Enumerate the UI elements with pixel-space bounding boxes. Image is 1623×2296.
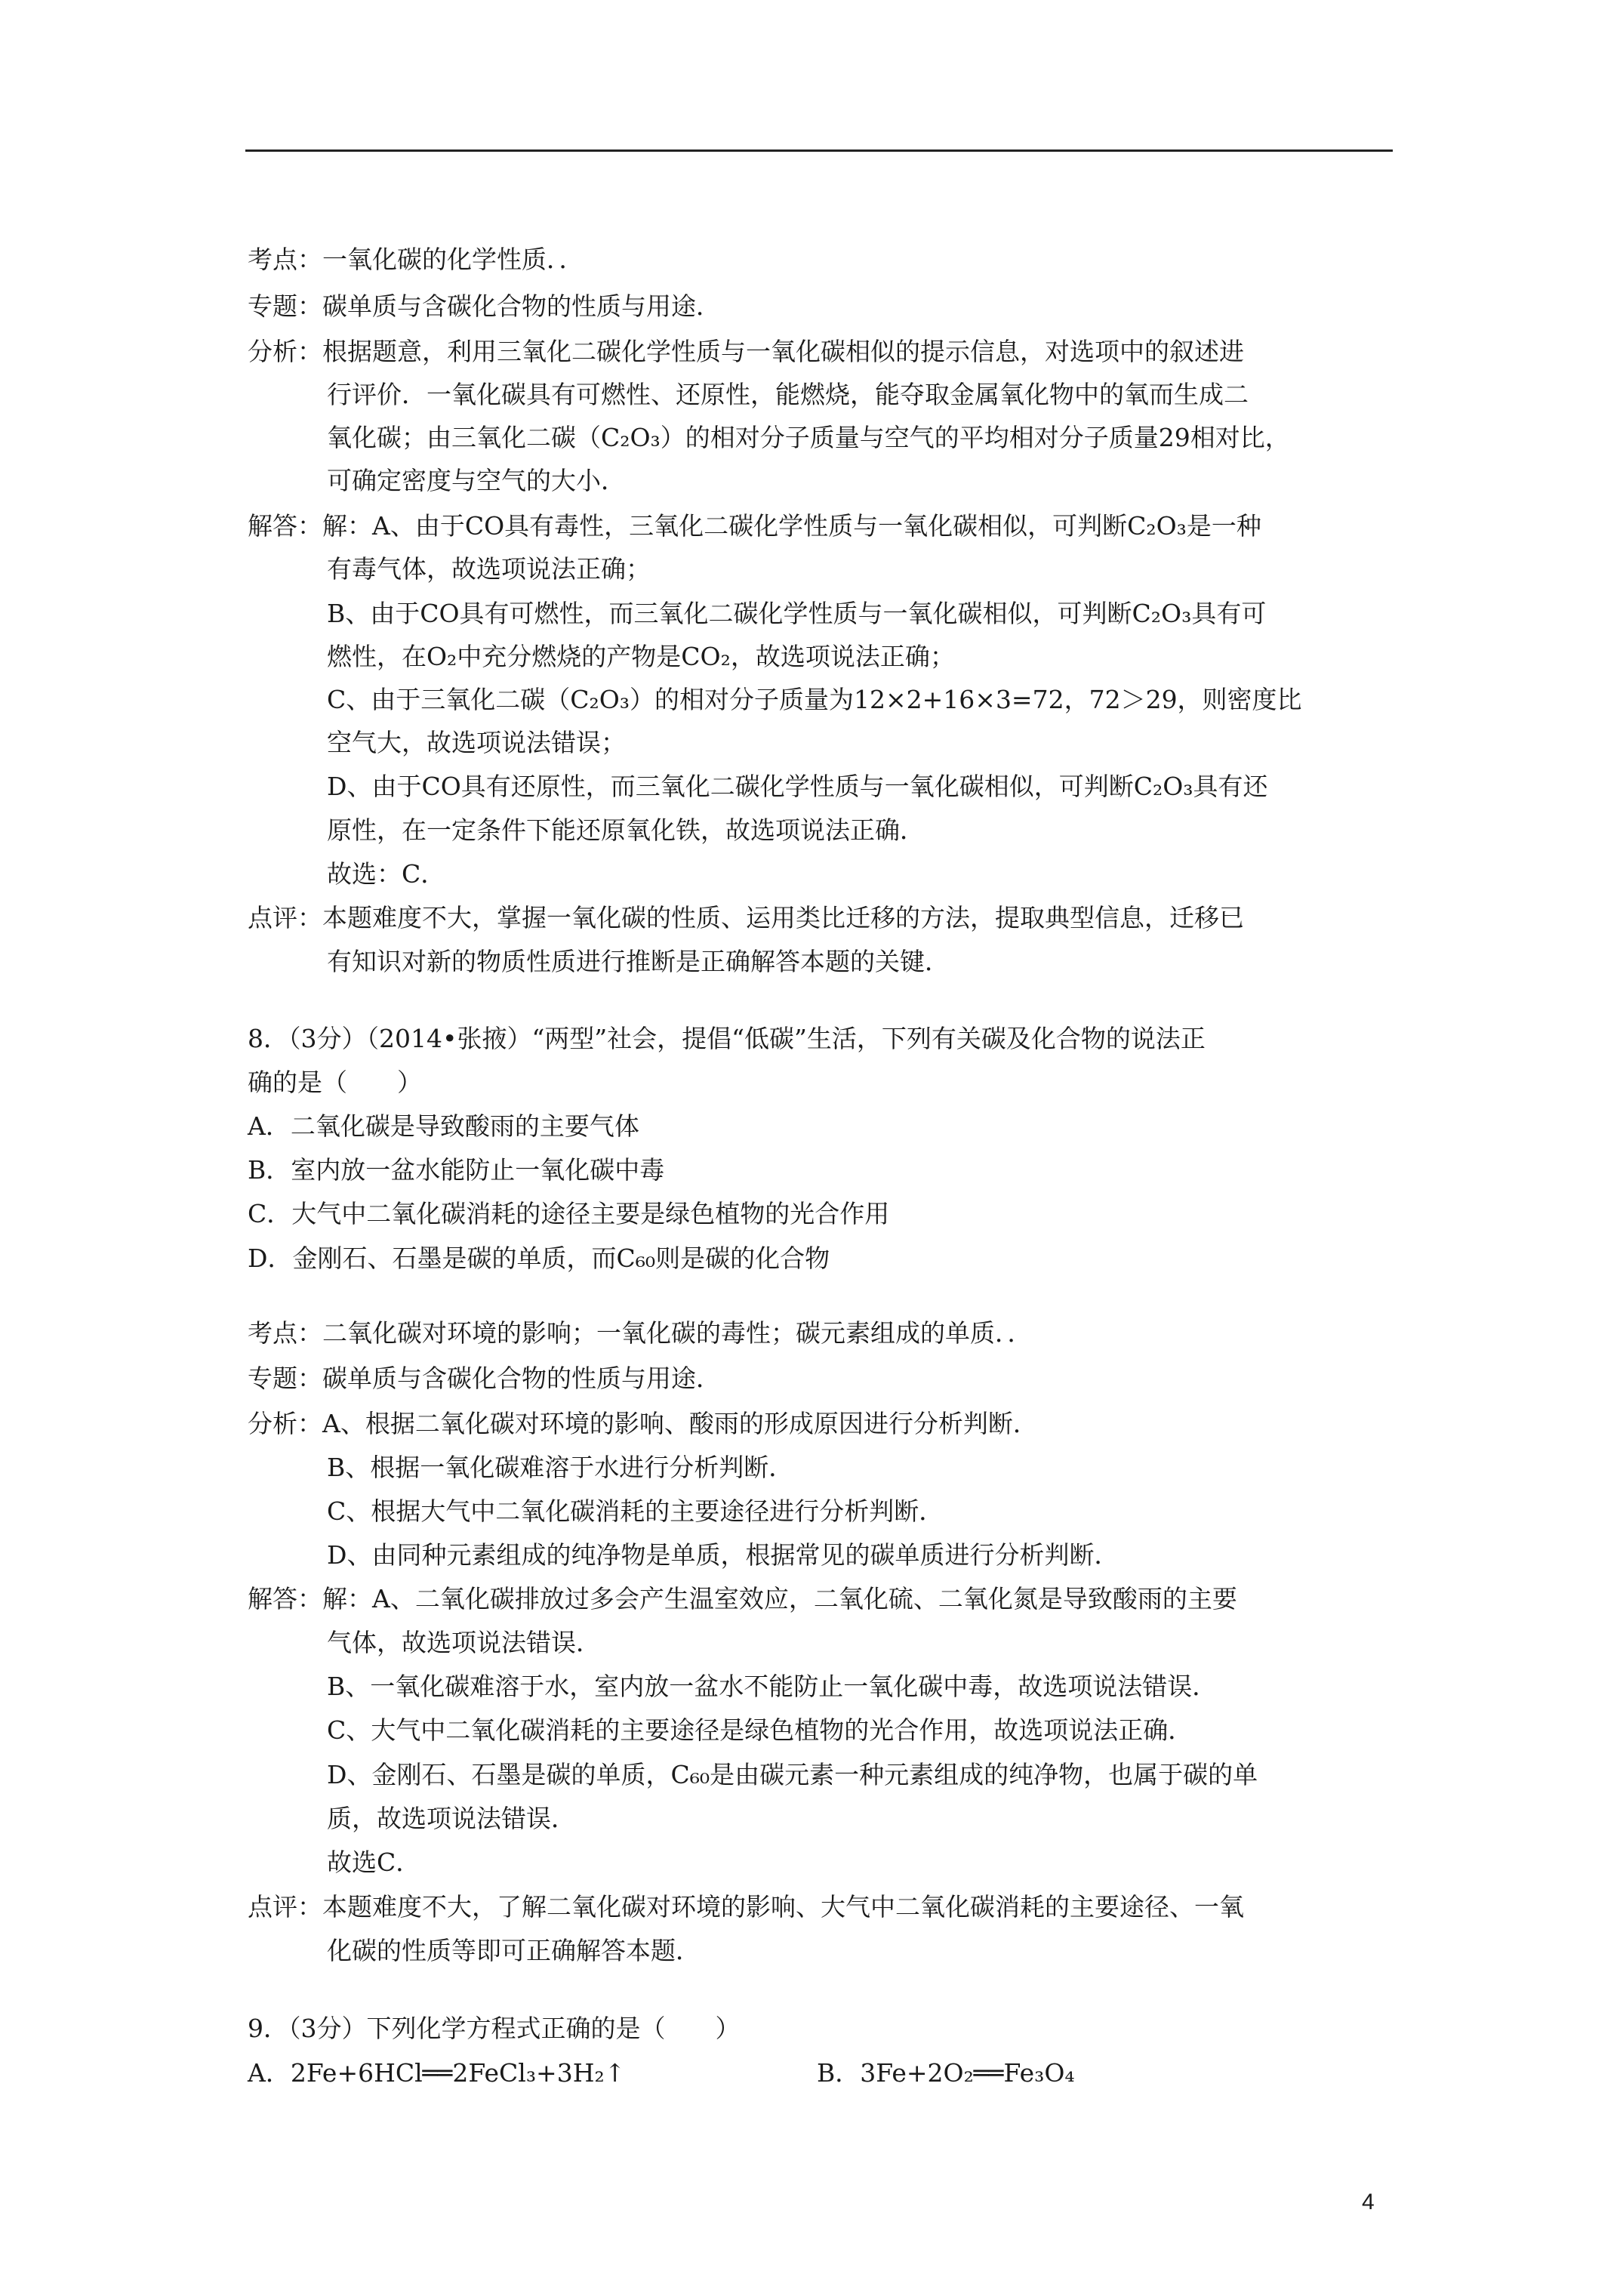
q8-zhuanti: 专题：碳单质与含碳化合物的性质与用途．: [248, 1364, 721, 1393]
q9-stem: 9．（3分）下列化学方程式正确的是（ ）: [248, 2014, 741, 2043]
q7-fenxi-line: 行评价．一氧化碳具有可燃性、还原性，能燃烧，能夺取金属氧化物中的氧而生成二: [327, 380, 1249, 409]
q8-stem-line: 8．（3分）（2014•张掖）“两型”社会，提倡“低碳”生活，下列有关碳及化合物的说法正: [248, 1024, 1206, 1053]
q7-kaodian: 考点：一氧化碳的化学性质．．: [248, 245, 584, 274]
q8-option-b: B．室内放一盆水能防止一氧化碳中毒: [248, 1155, 665, 1185]
q7-fenxi-line: 氧化碳；由三氧化二碳（C₂O₃）的相对分子质量与空气的平均相对分子质量29相对比，: [327, 423, 1290, 452]
q7-jieda-line: B、由于CO具有可燃性，而三氧化二碳化学性质与一氧化碳相似，可判断C₂O₃具有可: [327, 599, 1267, 628]
q9-option-b: B．3Fe+2O₂══Fe₃O₄: [817, 2058, 1075, 2088]
q8-jieda-line: 气体，故选项说法错误．: [327, 1628, 601, 1657]
q8-fenxi-line: 分析：A、根据二氧化碳对环境的影响、酸雨的形成原因进行分析判断．: [248, 1409, 1038, 1438]
q7-jieda-line: 空气大，故选项说法错误；: [327, 728, 626, 757]
q7-jieda-line: 燃性，在O₂中充分燃烧的产物是CO₂，故选项说法正确；: [327, 642, 955, 671]
q8-jieda-line: 故选C．: [327, 1848, 421, 1877]
q8-jieda-line: D、金刚石、石墨是碳的单质，C₆₀是由碳元素一种元素组成的纯净物，也属于碳的单: [327, 1760, 1258, 1789]
page-number: 4: [1362, 2190, 1375, 2214]
q7-jieda-line: 故选：C．: [327, 859, 446, 889]
q7-dianping-line: 点评：本题难度不大，掌握一氧化碳的性质、运用类比迁移的方法，提取典型信息，迁移已: [248, 903, 1244, 932]
q8-fenxi-line: D、由同种元素组成的纯净物是单质，根据常见的碳单质进行分析判断．: [327, 1540, 1119, 1570]
header-rule: [245, 149, 1393, 152]
q8-dianping-line: 点评：本题难度不大，了解二氧化碳对环境的影响、大气中二氧化碳消耗的主要途径、一氧: [248, 1892, 1244, 1922]
q8-jieda-line: C、大气中二氧化碳消耗的主要途径是绿色植物的光合作用，故选项说法正确．: [327, 1715, 1193, 1745]
q7-jieda-line: 解答：解：A、由于CO具有毒性，三氧化二碳化学性质与一氧化碳相似，可判断C₂O₃是一种: [248, 511, 1261, 541]
q8-jieda-line: 质，故选项说法错误．: [327, 1804, 576, 1833]
q8-dianping-line: 化碳的性质等即可正确解答本题．: [327, 1936, 701, 1965]
q7-jieda-line: 原性，在一定条件下能还原氧化铁，故选项说法正确．: [327, 815, 925, 845]
q8-option-c: C．大气中二氧化碳消耗的途径主要是绿色植物的光合作用: [248, 1199, 890, 1228]
q9-option-a: A．2Fe+6HCl══2FeCl₃+3H₂↑: [248, 2058, 626, 2088]
q7-jieda-line: C、由于三氧化二碳（C₂O₃）的相对分子质量为12×2+16×3=72，72＞29，则密度比: [327, 685, 1302, 714]
q8-jieda-line: 解答：解：A、二氧化碳排放过多会产生温室效应，二氧化硫、二氧化氮是导致酸雨的主要: [248, 1584, 1237, 1613]
q8-kaodian: 考点：二氧化碳对环境的影响；一氧化碳的毒性；碳元素组成的单质．．: [248, 1318, 1033, 1348]
q8-fenxi-line: C、根据大气中二氧化碳消耗的主要途径进行分析判断．: [327, 1496, 944, 1526]
q7-fenxi-line: 分析：根据题意，利用三氧化二碳化学性质与一氧化碳相似的提示信息，对选项中的叙述进: [248, 337, 1244, 366]
q8-option-d: D．金刚石、石墨是碳的单质，而C₆₀则是碳的化合物: [248, 1244, 830, 1273]
q7-dianping-line: 有知识对新的物质性质进行推断是正确解答本题的关键．: [327, 947, 950, 976]
q7-fenxi-line: 可确定密度与空气的大小．: [327, 466, 626, 495]
q8-fenxi-line: B、根据一氧化碳难溶于水进行分析判断．: [327, 1453, 794, 1482]
q8-jieda-line: B、一氧化碳难溶于水，室内放一盆水不能防止一氧化碳中毒，故选项说法错误．: [327, 1672, 1218, 1701]
q7-jieda-line: 有毒气体，故选项说法正确；: [327, 554, 651, 584]
q8-option-a: A．二氧化碳是导致酸雨的主要气体: [248, 1111, 639, 1141]
q7-zhuanti: 专题：碳单质与含碳化合物的性质与用途．: [248, 291, 721, 321]
q8-stem-line: 确的是（ ）: [248, 1068, 422, 1097]
q7-jieda-line: D、由于CO具有还原性，而三氧化二碳化学性质与一氧化碳相似，可判断C₂O₃具有还: [327, 772, 1268, 801]
